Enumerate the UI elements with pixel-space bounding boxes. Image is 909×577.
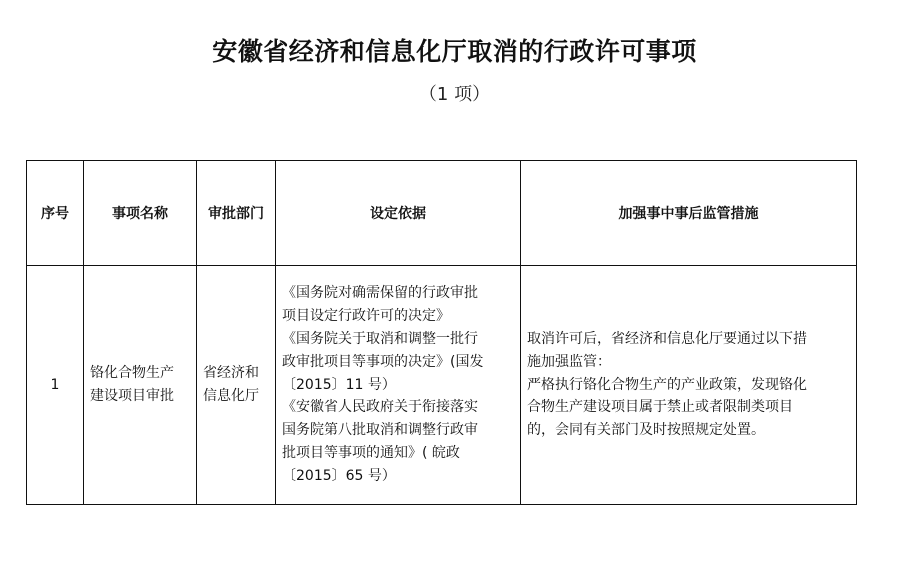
cell-measures bbox=[521, 266, 857, 505]
text-line: 合物生产建设项目属于禁止或者限制类项目 bbox=[527, 399, 793, 416]
cell-name bbox=[84, 266, 197, 505]
text-line: 的，会同有关部门及时按照规定处置。 bbox=[527, 422, 765, 439]
header-measures: 加强事中事后监管措施 bbox=[521, 161, 857, 266]
text-line: 施加强监管： bbox=[527, 353, 611, 370]
table-row bbox=[27, 266, 857, 505]
text-line: 《国务院对确需保留的行政审批 bbox=[282, 285, 478, 302]
cell-basis bbox=[276, 266, 521, 505]
text-line: 国务院第八批取消和调整行政审 bbox=[282, 422, 478, 439]
document-title: 安徽省经济和信息化厅取消的行政许可事项 bbox=[212, 37, 697, 66]
table-header-row bbox=[27, 161, 857, 266]
header-basis: 设定依据 bbox=[276, 161, 521, 266]
item-count: （1 项） bbox=[418, 84, 491, 105]
header-index: 序号 bbox=[27, 161, 84, 266]
text-line: 《国务院关于取消和调整一批行 bbox=[282, 331, 478, 347]
cell-index: 1 bbox=[27, 266, 84, 505]
header-name: 事项名称 bbox=[84, 161, 197, 266]
text-line: 批项目等事项的通知》( 皖政 bbox=[282, 444, 460, 461]
text-line: 项目设定行政许可的决定》 bbox=[282, 308, 450, 325]
text-line: 政审批项目等事项的决定》(国发 bbox=[282, 353, 484, 370]
text-line: 〔2015〕65 号） bbox=[282, 467, 396, 484]
text-line: 信息化厅 bbox=[203, 388, 259, 404]
text-line: 铬化合物生产 bbox=[90, 365, 174, 382]
text-line: 《安徽省人民政府关于衔接落实 bbox=[282, 399, 478, 416]
text-line: 〔2015〕11 号） bbox=[282, 376, 396, 393]
text-line: 省经济和 bbox=[203, 365, 259, 382]
text-line: 取消许可后，省经济和信息化厅要通过以下措 bbox=[527, 331, 807, 347]
text-line: 建设项目审批 bbox=[90, 388, 174, 404]
text-line: 严格执行铬化合物生产的产业政策，发现铬化 bbox=[527, 376, 807, 393]
header-dept: 审批部门 bbox=[197, 161, 276, 266]
cell-dept bbox=[197, 266, 276, 505]
permit-table bbox=[26, 160, 857, 505]
